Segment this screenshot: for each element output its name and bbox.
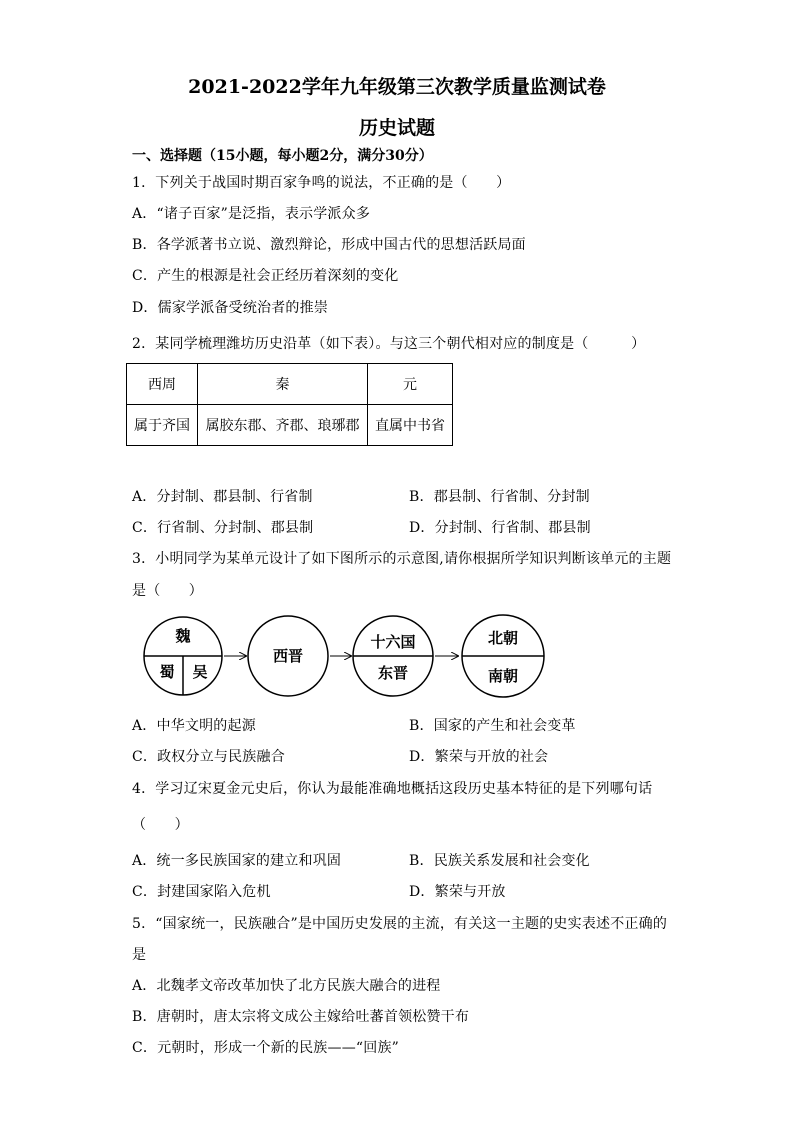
section-heading: 一、选择题（15小题，每小题2分，满分30分） <box>132 148 433 164</box>
diagram-label-eastern-jin: 东晋 <box>377 664 409 682</box>
table-header-cell: 西周 <box>127 364 198 405</box>
diagram-circle-western-jin <box>248 616 328 696</box>
diagram-label-southern-dynasties: 南朝 <box>487 667 519 685</box>
question-1-option-c: C．产生的根源是社会正经历着深刻的变化 <box>132 268 399 284</box>
diagram-label-northern-dynasties: 北朝 <box>487 629 519 647</box>
question-4-option-b: B．民族关系发展和社会变化 <box>409 853 590 869</box>
question-2-stem: 2．某同学梳理潍坊历史沿革（如下表）。与这三个朝代相对应的制度是（ ） <box>132 336 646 352</box>
question-2-option-a: A．分封制、郡县制、行省制 <box>132 489 313 505</box>
question-2-option-d: D．分封制、行省制、郡县制 <box>409 520 591 536</box>
diagram-label-sixteen-kingdoms: 十六国 <box>370 633 416 651</box>
question-5-stem-line1: 5．“国家统一，民族融合”是中国历史发展的主流，有关这一主题的史实表述不正确的 <box>132 916 668 932</box>
question-2-option-b: B．郡县制、行省制、分封制 <box>409 489 590 505</box>
question-5-stem-line2: 是 <box>132 947 147 963</box>
page-subtitle: 历史试题 <box>358 117 435 139</box>
question-2-option-c: C．行省制、分封制、郡县制 <box>132 520 314 536</box>
table-cell: 直属中书省 <box>368 405 453 446</box>
question-5-option-c: C．元朝时，形成一个新的民族——“回族” <box>132 1040 400 1056</box>
question-4-option-d: D．繁荣与开放 <box>409 884 506 900</box>
question-4-stem-line1: 4．学习辽宋夏金元史后，你认为最能准确地概括这段历史基本特征的是下列哪句话 <box>132 781 653 797</box>
question-3-option-b: B．国家的产生和社会变革 <box>409 718 576 734</box>
question-3-option-a: A．中华文明的起源 <box>132 718 256 734</box>
question-4-option-c: C．封建国家陷入危机 <box>132 884 271 900</box>
question-3-stem-line1: 3．小明同学为某单元设计了如下图所示的示意图,请你根据所学知识判断该单元的主题 <box>132 551 672 567</box>
question-5-option-b: B．唐朝时，唐太宗将文成公主嫁给吐蕃首领松赞干布 <box>132 1009 470 1025</box>
diagram-label-wei: 魏 <box>175 627 191 645</box>
diagram-circle-sixteen-kingdoms <box>353 616 433 696</box>
question-1-stem: 1．下列关于战国时期百家争鸣的说法，不正确的是（ ） <box>132 175 511 191</box>
question-1-option-b: B．各学派著书立说、激烈辩论，形成中国古代的思想活跃局面 <box>132 237 526 253</box>
table-cell: 属胶东郡、齐郡、琅琊郡 <box>198 405 368 446</box>
question-4-stem-line2: （ ） <box>132 817 189 833</box>
question-1-option-d: D．儒家学派备受统治者的推崇 <box>132 300 329 316</box>
table-header-cell: 元 <box>368 364 453 405</box>
diagram-label-wu: 吴 <box>192 663 208 681</box>
question-3-option-d: D．繁荣与开放的社会 <box>409 749 549 765</box>
question-3-option-c: C．政权分立与民族融合 <box>132 749 285 765</box>
diagram-label-shu: 蜀 <box>159 663 175 681</box>
question-4-option-a: A．统一多民族国家的建立和巩固 <box>132 853 342 869</box>
diagram-label-western-jin: 西晋 <box>272 647 304 665</box>
question-1-option-a: A．“诸子百家”是泛指，表示学派众多 <box>132 206 371 222</box>
question-3-stem-line2: 是（ ） <box>132 583 203 599</box>
table-cell: 属于齐国 <box>127 405 198 446</box>
diagram-circle-northern-southern <box>462 615 544 697</box>
question-5-option-a: A．北魏孝文帝改革加快了北方民族大融合的进程 <box>132 978 441 994</box>
diagram-circle-three-kingdoms <box>144 617 222 695</box>
page-title: 2021-2022学年九年级第三次教学质量监测试卷 <box>188 76 606 98</box>
table-header-cell: 秦 <box>198 364 368 405</box>
